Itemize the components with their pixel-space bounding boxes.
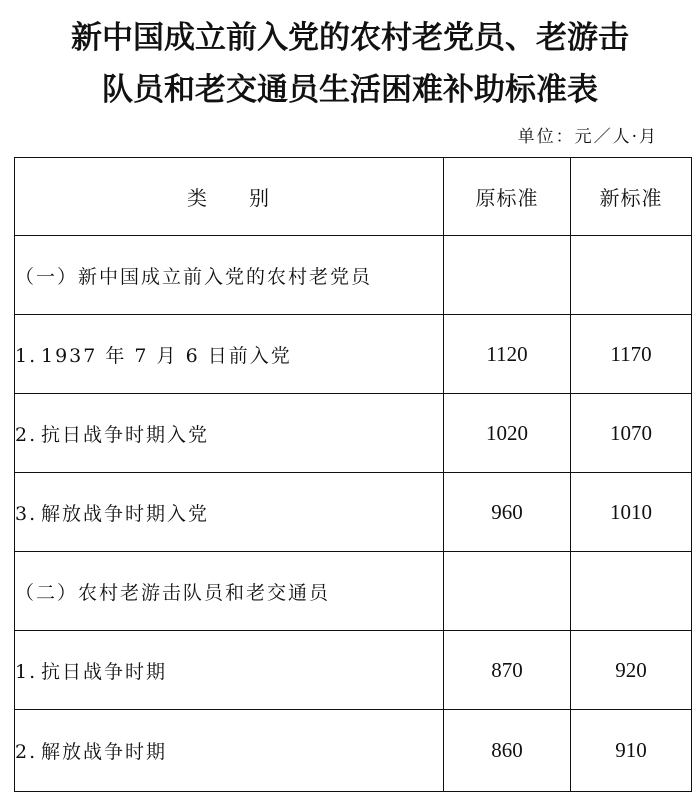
subsidy-standard-table: [14, 157, 692, 792]
table-row: [15, 473, 692, 552]
table-header-row: [15, 158, 692, 236]
table-row: [15, 710, 692, 792]
empty-cell: [571, 552, 692, 631]
header-category: 类 别: [15, 158, 444, 236]
empty-cell: [444, 552, 571, 631]
row-original-standard: 1020: [444, 394, 571, 473]
table-row: [15, 394, 692, 473]
document-title-line-1: 新中国成立前入党的农村老党员、老游击: [71, 20, 629, 56]
section-row-guerrillas: [15, 552, 692, 631]
row-category: 3. 解放战争时期入党: [15, 473, 444, 552]
table-row: [15, 315, 692, 394]
row-category: 2. 解放战争时期: [15, 710, 444, 792]
row-new-standard: 1070: [571, 394, 692, 473]
row-original-standard: 1120: [444, 315, 571, 394]
header-original-standard: 原标准: [444, 158, 571, 236]
row-original-standard: 960: [444, 473, 571, 552]
unit-label: 单位：元／人·月: [517, 127, 658, 147]
row-new-standard: 1170: [571, 315, 692, 394]
row-category: 2. 抗日战争时期入党: [15, 394, 444, 473]
row-category: 1. 1937 年 7 月 6 日前入党: [15, 315, 444, 394]
row-original-standard: 870: [444, 631, 571, 710]
row-original-standard: 860: [444, 710, 571, 792]
section-row-party-members: [15, 236, 692, 315]
empty-cell: [444, 236, 571, 315]
row-new-standard: 910: [571, 710, 692, 792]
row-new-standard: 920: [571, 631, 692, 710]
row-category: 1. 抗日战争时期: [15, 631, 444, 710]
empty-cell: [571, 236, 692, 315]
section-title: （二）农村老游击队员和老交通员: [15, 552, 444, 631]
section-title: （一）新中国成立前入党的农村老党员: [15, 236, 444, 315]
header-new-standard: 新标准: [571, 158, 692, 236]
row-new-standard: 1010: [571, 473, 692, 552]
document-title-line-2: 队员和老交通员生活困难补助标准表: [102, 72, 598, 108]
table-row: [15, 631, 692, 710]
